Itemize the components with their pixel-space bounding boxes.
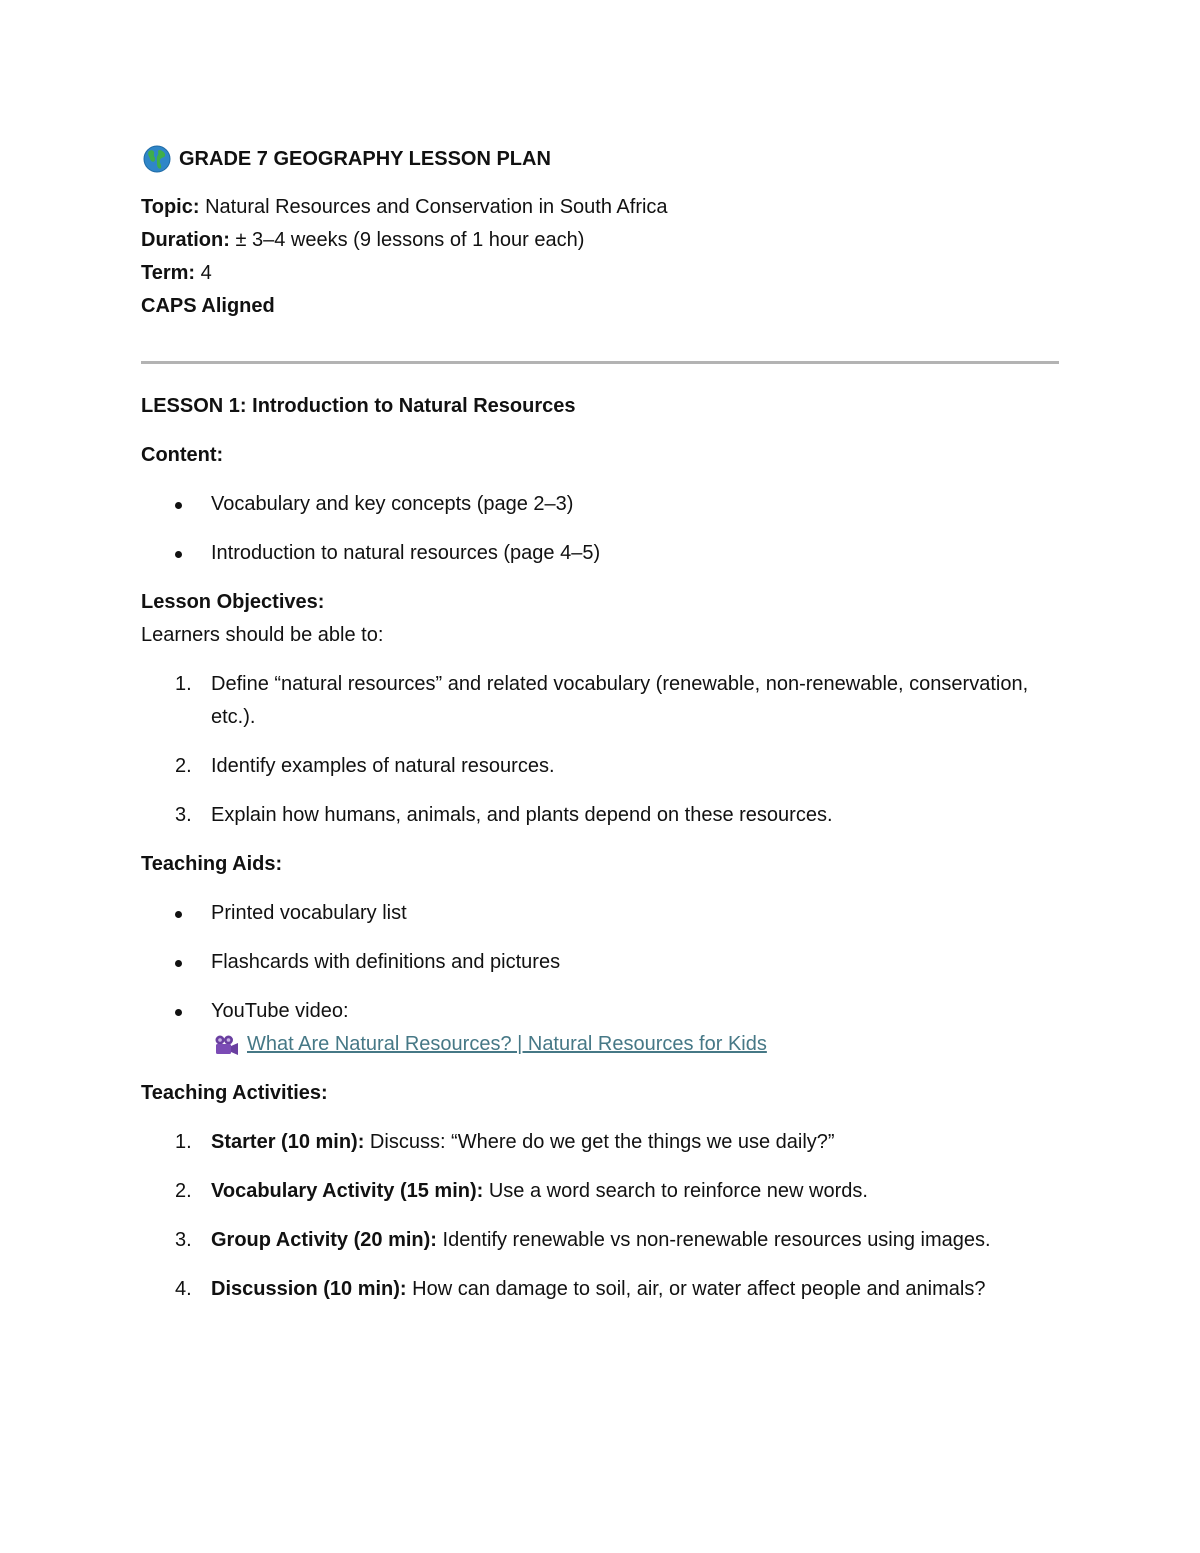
activity-text: How can damage to soil, air, or water affect people and animals? [406,1278,986,1300]
aid-item [141,897,1059,930]
page-title: GRADE 7 GEOGRAPHY LESSON PLAN [179,147,551,170]
activity-item [141,1175,1059,1208]
caps-line: CAPS Aligned [141,295,275,317]
topic-label: Topic: [141,196,200,218]
activities-label: Teaching Activities: [141,1082,328,1104]
duration-line [141,224,1059,257]
objectives-intro: Learners should be able to: [141,624,384,646]
aid-item-text: Printed vocabulary list [211,902,407,924]
activity-label: Discussion (10 min): [211,1278,407,1300]
activity-label: Group Activity (20 min): [211,1229,437,1251]
aid-item [141,995,1059,1061]
bullet-icon [175,911,182,918]
objective-item [141,750,1059,783]
movie-camera-icon [213,1034,239,1056]
objective-number: 1. [175,673,192,695]
aid-item [141,946,1059,979]
term-line [141,257,1059,290]
activity-text: Use a word search to reinforce new words. [483,1180,868,1202]
objectives-label: Lesson Objectives: [141,591,325,613]
objective-number: 2. [175,755,192,777]
activity-text: Identify renewable vs non-renewable resources using images. [436,1229,991,1251]
section-divider [141,361,1059,364]
bullet-icon [175,1009,182,1016]
activity-number: 2. [175,1180,192,1202]
activity-label: Starter (10 min): [211,1131,365,1153]
objective-item [141,668,1059,734]
topic-value: Natural Resources and Conservation in South Africa [205,196,668,218]
objective-text: Explain how humans, animals, and plants depend on these resources. [211,804,833,826]
term-label: Term: [141,262,196,284]
activity-number: 4. [175,1278,192,1300]
content-item-text: Introduction to natural resources (page 4–5) [211,542,601,564]
objective-item [141,799,1059,832]
title-row [141,140,1059,178]
content-label: Content: [141,444,224,466]
bullet-icon [175,551,182,558]
activity-label: Vocabulary Activity (15 min): [211,1180,484,1202]
activity-item [141,1224,1059,1257]
term-value: 4 [200,262,212,284]
video-link[interactable]: What Are Natural Resources? | Natural Resources for Kids [247,1033,767,1055]
aid-item-text: YouTube video: [211,1000,349,1022]
activity-text: Discuss: “Where do we get the things we use daily?” [364,1131,835,1153]
bullet-icon [175,960,182,967]
objective-text: Identify examples of natural resources. [211,755,555,777]
lesson-heading: LESSON 1: Introduction to Natural Resources [141,395,576,417]
activity-number: 1. [175,1131,192,1153]
activity-number: 3. [175,1229,192,1251]
content-item [141,537,1059,570]
content-item-text: Vocabulary and key concepts (page 2–3) [211,493,574,515]
globe-icon [143,145,171,173]
topic-line [141,191,1059,224]
document-page [141,140,1059,1322]
aid-item-text: Flashcards with definitions and pictures [211,951,561,973]
activity-item [141,1126,1059,1159]
objective-number: 3. [175,804,192,826]
content-item [141,488,1059,521]
duration-label: Duration: [141,229,230,251]
bullet-icon [175,502,182,509]
video-link-line [211,1028,1059,1061]
duration-value: ± 3–4 weeks (9 lessons of 1 hour each) [235,229,585,251]
activity-item [141,1273,1059,1306]
objective-text: Define “natural resources” and related vocabulary (renewable, non-renewable, conservation, etc.). [211,673,1029,728]
aids-label: Teaching Aids: [141,853,283,875]
